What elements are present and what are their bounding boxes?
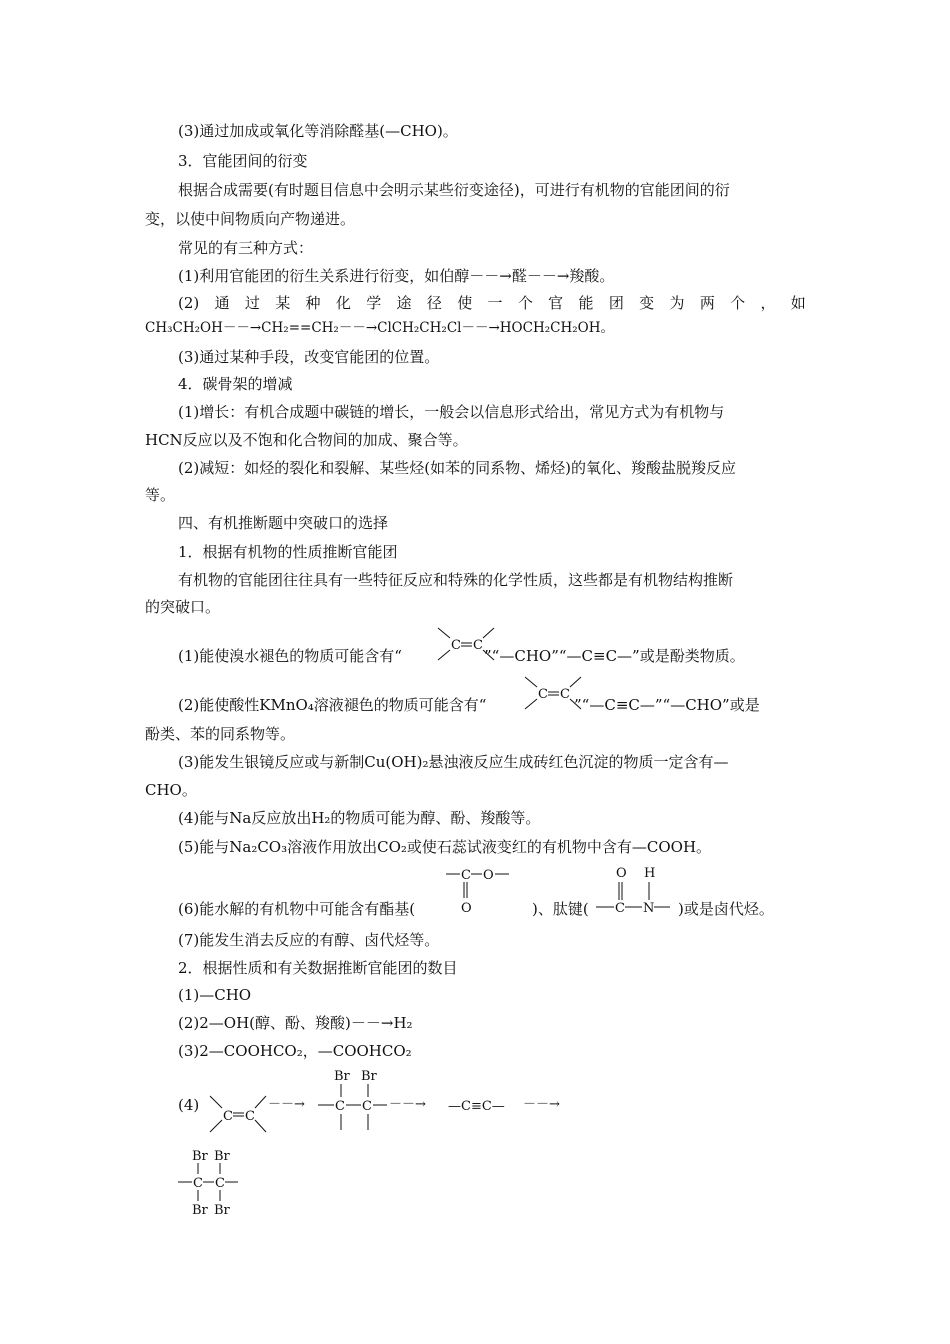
svg-text:C: C	[538, 687, 548, 702]
svg-text:Br: Br	[192, 1203, 208, 1218]
text-line: (5)能与Na₂CO₃溶液作用放出CO₂或使石蕊试液变红的有机物中含有—COOH。	[178, 838, 712, 856]
text-line: (3)能发生银镜反应或与新制Cu(OH)₂悬浊液反应生成砖红色沉淀的物质一定含有—	[178, 753, 729, 771]
word: 一	[487, 294, 503, 312]
word: 通	[214, 294, 230, 312]
svg-text:C: C	[193, 1176, 203, 1191]
svg-text:C: C	[461, 868, 471, 883]
word: 团	[608, 294, 624, 312]
word: 径	[426, 294, 442, 312]
text-line-end: ”“—C≡C—”“—CHO”或是	[574, 696, 760, 714]
word: 过	[244, 294, 260, 312]
svg-text:O: O	[461, 901, 472, 916]
text-line: (1)利用官能团的衍生关系进行衍变，如伯醇－－→醛－－→羧酸。	[178, 267, 615, 285]
svg-text:Br: Br	[334, 1069, 350, 1084]
svg-text:O: O	[616, 866, 627, 881]
word: 如	[790, 294, 806, 312]
word: (2)	[178, 294, 200, 312]
word: 能	[578, 294, 594, 312]
section-heading: 四、有机推断题中突破口的选择	[178, 514, 389, 532]
word: 变	[639, 294, 655, 312]
text-line: (7)能发生消去反应的有醇、卤代烃等。	[178, 931, 440, 949]
svg-text:—C≡C—: —C≡C—	[448, 1099, 505, 1114]
svg-text:－－→: －－→	[523, 1097, 560, 1112]
word: 使	[457, 294, 473, 312]
svg-text:C: C	[560, 687, 570, 702]
text-line: (4)	[178, 1096, 200, 1114]
text-line: 的突破口。	[145, 598, 221, 616]
text-line: (1)增长：有机合成题中碳链的增长，一般会以信息形式给出，常见方式为有机物与	[178, 403, 725, 421]
ester-group-structure	[446, 868, 509, 916]
svg-text:Br: Br	[192, 1149, 208, 1164]
text-line: 等。	[145, 486, 176, 504]
svg-text:Br: Br	[361, 1069, 377, 1084]
text-line: 酚类、苯的同系物等。	[145, 725, 296, 743]
text-line: 有机物的官能团往往具有一些特征反应和特殊的化学性质，这些都是有机物结构推断	[178, 571, 734, 589]
text-line: (4)能与Na反应放出H₂的物质可能为醇、酚、羧酸等。	[178, 809, 541, 827]
text-line: (3)通过某种手段，改变官能团的位置。	[178, 348, 440, 366]
word: 个	[517, 294, 533, 312]
text-line: 根据合成需要(有时题目信息中会明示某些衍变途径)，可进行有机物的官能团间的衍	[178, 181, 730, 199]
text-line: 变，以使中间物质向产物递进。	[145, 210, 356, 228]
tetrabromide-structure	[178, 1149, 238, 1218]
svg-text:C: C	[451, 638, 461, 653]
section-heading: 2．根据性质和有关数据推断官能团的数目	[178, 959, 458, 977]
text-line-start: (6)能水解的有机物中可能含有酯基(	[178, 900, 416, 918]
svg-text:－－→: －－→	[389, 1097, 426, 1112]
svg-text:－－→: －－→	[268, 1097, 305, 1112]
word: 学	[366, 294, 382, 312]
svg-text:O: O	[483, 868, 494, 883]
reaction-line: CH₃CH₂OH－－→CH₂==CH₂－－→ClCH₂CH₂Cl－－→HOCH₂CH₂OH。	[145, 320, 614, 336]
text-line-start: (2)能使酸性KMnO₄溶液褪色的物质可能含有“	[178, 696, 487, 714]
svg-text:Br: Br	[214, 1149, 230, 1164]
section-heading: 4．碳骨架的增减	[178, 375, 293, 393]
section-heading: 3．官能团间的衍变	[178, 152, 308, 170]
word: 两	[699, 294, 715, 312]
word: 种	[305, 294, 321, 312]
svg-text:H: H	[644, 866, 656, 881]
amide-bond-structure	[596, 866, 670, 916]
svg-text:C: C	[245, 1109, 255, 1124]
text-line: (2)减短：如烃的裂化和裂解、某些烃(如苯的同系物、烯烃)的氧化、羧酸盐脱羧反应	[178, 459, 736, 477]
svg-text:C: C	[615, 901, 625, 916]
word: 个	[730, 294, 746, 312]
svg-text:N: N	[643, 901, 655, 916]
word: 官	[548, 294, 564, 312]
word: 为	[669, 294, 685, 312]
word: ，	[760, 294, 776, 312]
text-line: (2)2—OH(醇、酚、羧酸)－－→H₂	[178, 1014, 413, 1032]
text-line: CHO。	[145, 781, 197, 799]
svg-text:C: C	[473, 638, 483, 653]
text-line: 常见的有三种方式：	[178, 239, 314, 257]
text-line: (1)—CHO	[178, 986, 252, 1004]
justified-line	[178, 293, 806, 313]
text-line: HCN反应以及不饱和化合物间的加成、聚合等。	[145, 431, 468, 449]
svg-text:C: C	[335, 1099, 345, 1114]
text-line-start: (1)能使溴水褪色的物质可能含有“	[178, 647, 402, 665]
text-line: (3)通过加成或氧化等消除醛基(—CHO)。	[178, 122, 458, 140]
text-line: (3)2—COOHCO₂，—COOHCO₂	[178, 1042, 412, 1060]
alkene-to-dibromide-scheme	[210, 1069, 560, 1132]
svg-text:C: C	[215, 1176, 225, 1191]
svg-text:C: C	[362, 1099, 372, 1114]
word: 途	[396, 294, 412, 312]
text-line-end: )或是卤代烃。	[678, 900, 774, 918]
word: 某	[275, 294, 291, 312]
alkene-structure	[525, 677, 581, 709]
svg-text:C: C	[223, 1109, 233, 1124]
text-line-end: ”“—CHO”“—C≡C—”或是酚类物质。	[484, 647, 745, 665]
svg-text:Br: Br	[214, 1203, 230, 1218]
word: 化	[335, 294, 351, 312]
section-heading: 1．根据有机物的性质推断官能团	[178, 543, 398, 561]
text-line-mid: )、肽键(	[532, 900, 589, 918]
